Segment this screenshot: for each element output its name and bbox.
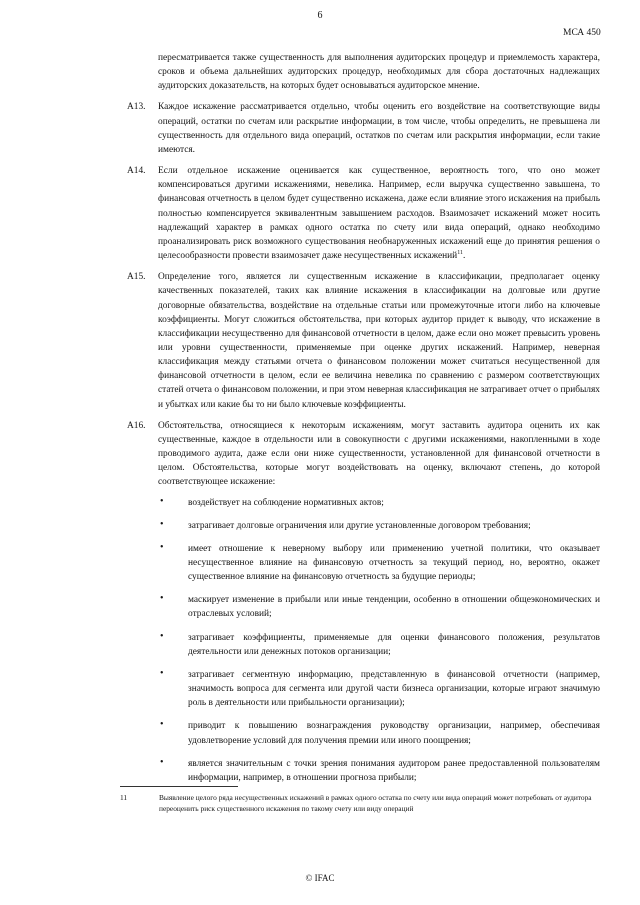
bullet-icon: • xyxy=(160,541,164,553)
list-item xyxy=(0,719,640,747)
paragraph-text-end: . xyxy=(462,251,466,262)
copyright-notice: © IFAC xyxy=(305,873,335,883)
list-item xyxy=(0,593,640,621)
paragraph-a14 xyxy=(0,164,640,263)
paragraph-number: А15. xyxy=(127,272,146,283)
bullet-icon: • xyxy=(160,593,164,605)
list-item-text: затрагивает долговые ограничения или другие установленные договором требования; xyxy=(188,520,531,531)
bullet-list xyxy=(0,496,640,786)
list-item-text: маскирует изменение в прибыли или иные тенденции, особенно в отношении общеэкономических и отраслевых условий; xyxy=(188,595,600,620)
footnote-text: Выявление целого ряда несущественных искажений в рамках одного остатка по счету или вида операций может потребовать от аудитора переоценить риск существенного искажения по такому счету или виду операций xyxy=(159,793,592,813)
bullet-icon: • xyxy=(160,630,164,642)
list-item-text: приводит к повышению вознаграждения руководству организации, например, обеспечивая удовлетворение условий для получения премии или иного поощрения; xyxy=(188,721,600,746)
paragraph-number: А16. xyxy=(127,420,146,431)
bullet-icon: • xyxy=(160,756,164,768)
document-code: МСА 450 xyxy=(563,28,601,38)
paragraph-text xyxy=(158,164,600,263)
paragraph-number: А13. xyxy=(127,102,146,113)
list-item xyxy=(0,757,640,785)
list-item-text: имеет отношение к неверному выбору или применению учетной политики, что оказывает несущественное влияние на финансовую отчетность за текущий период, но, вероятно, окажет существенное влияние на финансовую отчетность за будущие периоды; xyxy=(188,543,600,583)
paragraph-text-body: Если отдельное искажение оценивается как существенное, вероятность того, что оно может компенсироваться другими искажениями, невелика. Например, если выручка существенно завышена, то финансовая отчетность в целом будет существенно искажена, даже если влияние этого искажения на прибыль полностью компенсируется эквивалентным завышением расходов. Взаимозачет искажений может носить надлежащий характер в рамках одного остатка по счету или вида операций, однако необходимо проанализировать риск возможного существования необнаруженных искажений еще до принятия решения о целесообразности провести взаимозачет даже несущественных искажений xyxy=(158,166,600,262)
page-number: 6 xyxy=(317,10,323,21)
bullet-icon: • xyxy=(160,495,164,507)
paragraph-a13 xyxy=(0,100,640,157)
paragraph-text: Обстоятельства, относящиеся к некоторым искажениям, могут заставить аудитора оценить их как существенные, каждое в отдельности или в совокупности с другими искажениями, накопленными в ходе проводимого аудита, даже если они ниже существенности, установленной для финансовой отчетности в целом. Обстоятельства, которые могут воздействовать на оценку, включают степень, до которой соответствующее искажение: xyxy=(158,420,600,488)
paragraph-text: Каждое искажение рассматривается отдельно, чтобы оценить его воздействие на соответствующие виды операций, остатки по счетам или раскрытие информации, в том числе, чтобы определить, не превышена ли существенность для отдельного вида операций, остатков по счетам или раскрытия информации, если такие имеются. xyxy=(158,102,600,155)
list-item xyxy=(0,496,640,510)
list-item xyxy=(0,542,640,584)
list-item-text: является значительным с точки зрения понимания аудитором ранее предоставленной пользователям информации, например, в отношении прогноза прибыли; xyxy=(188,758,600,783)
paragraph-a16 xyxy=(0,419,640,490)
paragraph-text: Определение того, является ли существенным искажение в классификации, предполагает оценку качественных показателей, таких как влияние искажения в классификации на долговые или другие договорные обязательства, воздействие на отдельные статьи или промежуточные итоги либо на ключевые коэффициенты. Могут сложиться обстоятельства, при которых аудитор придет к выводу, что искажение в классификации несущественно для финансовой отчетности в целом, даже если оно может превысить уровень или уровни существенности, применяемые при оценке других искажений. Например, неверная классификация между статьями отчета о финансовом положении может считаться несущественной для финансовой отчетности в целом, если ее величина невелика по сравнению с размером соответствующих статей отчета о финансовом положении, и при этом неверная классификация не затрагивает отчет о прибылях и убытках или какие бы то ни было ключевые коэффициенты. xyxy=(158,272,600,410)
list-item-text: воздействует на соблюдение нормативных актов; xyxy=(188,497,384,508)
footnote-reference[interactable]: 11 xyxy=(457,249,463,256)
list-item xyxy=(0,668,640,710)
list-item-text: затрагивает сегментную информацию, представленную в финансовой отчетности (например, значимость вопроса для сегмента или другой части бизнеса организации, которые играют значимую роль в деятельности или прибыльности организации); xyxy=(188,669,600,709)
footnote-divider xyxy=(120,786,238,787)
bullet-icon: • xyxy=(160,719,164,731)
list-item xyxy=(0,519,640,533)
footnote-number: 11 xyxy=(120,793,128,802)
paragraph-a15 xyxy=(0,270,640,412)
document-body xyxy=(0,51,640,794)
continuation-text: пересматривается также существенность для выполнения аудиторских процедур и приемлемость характера, сроков и объема дальнейших аудиторских процедур, необходимых для сбора достаточных надлежащих аудиторских доказательств, на которых будет основываться аудиторское мнение. xyxy=(158,53,600,92)
bullet-icon: • xyxy=(160,667,164,679)
footnote xyxy=(120,793,600,814)
paragraph-number: А14. xyxy=(127,166,146,177)
list-item xyxy=(0,631,640,659)
list-item-text: затрагивает коэффициенты, применяемые для оценки финансового положения, результатов деятельности или денежных потоков организации; xyxy=(188,632,600,657)
bullet-icon: • xyxy=(160,518,164,530)
